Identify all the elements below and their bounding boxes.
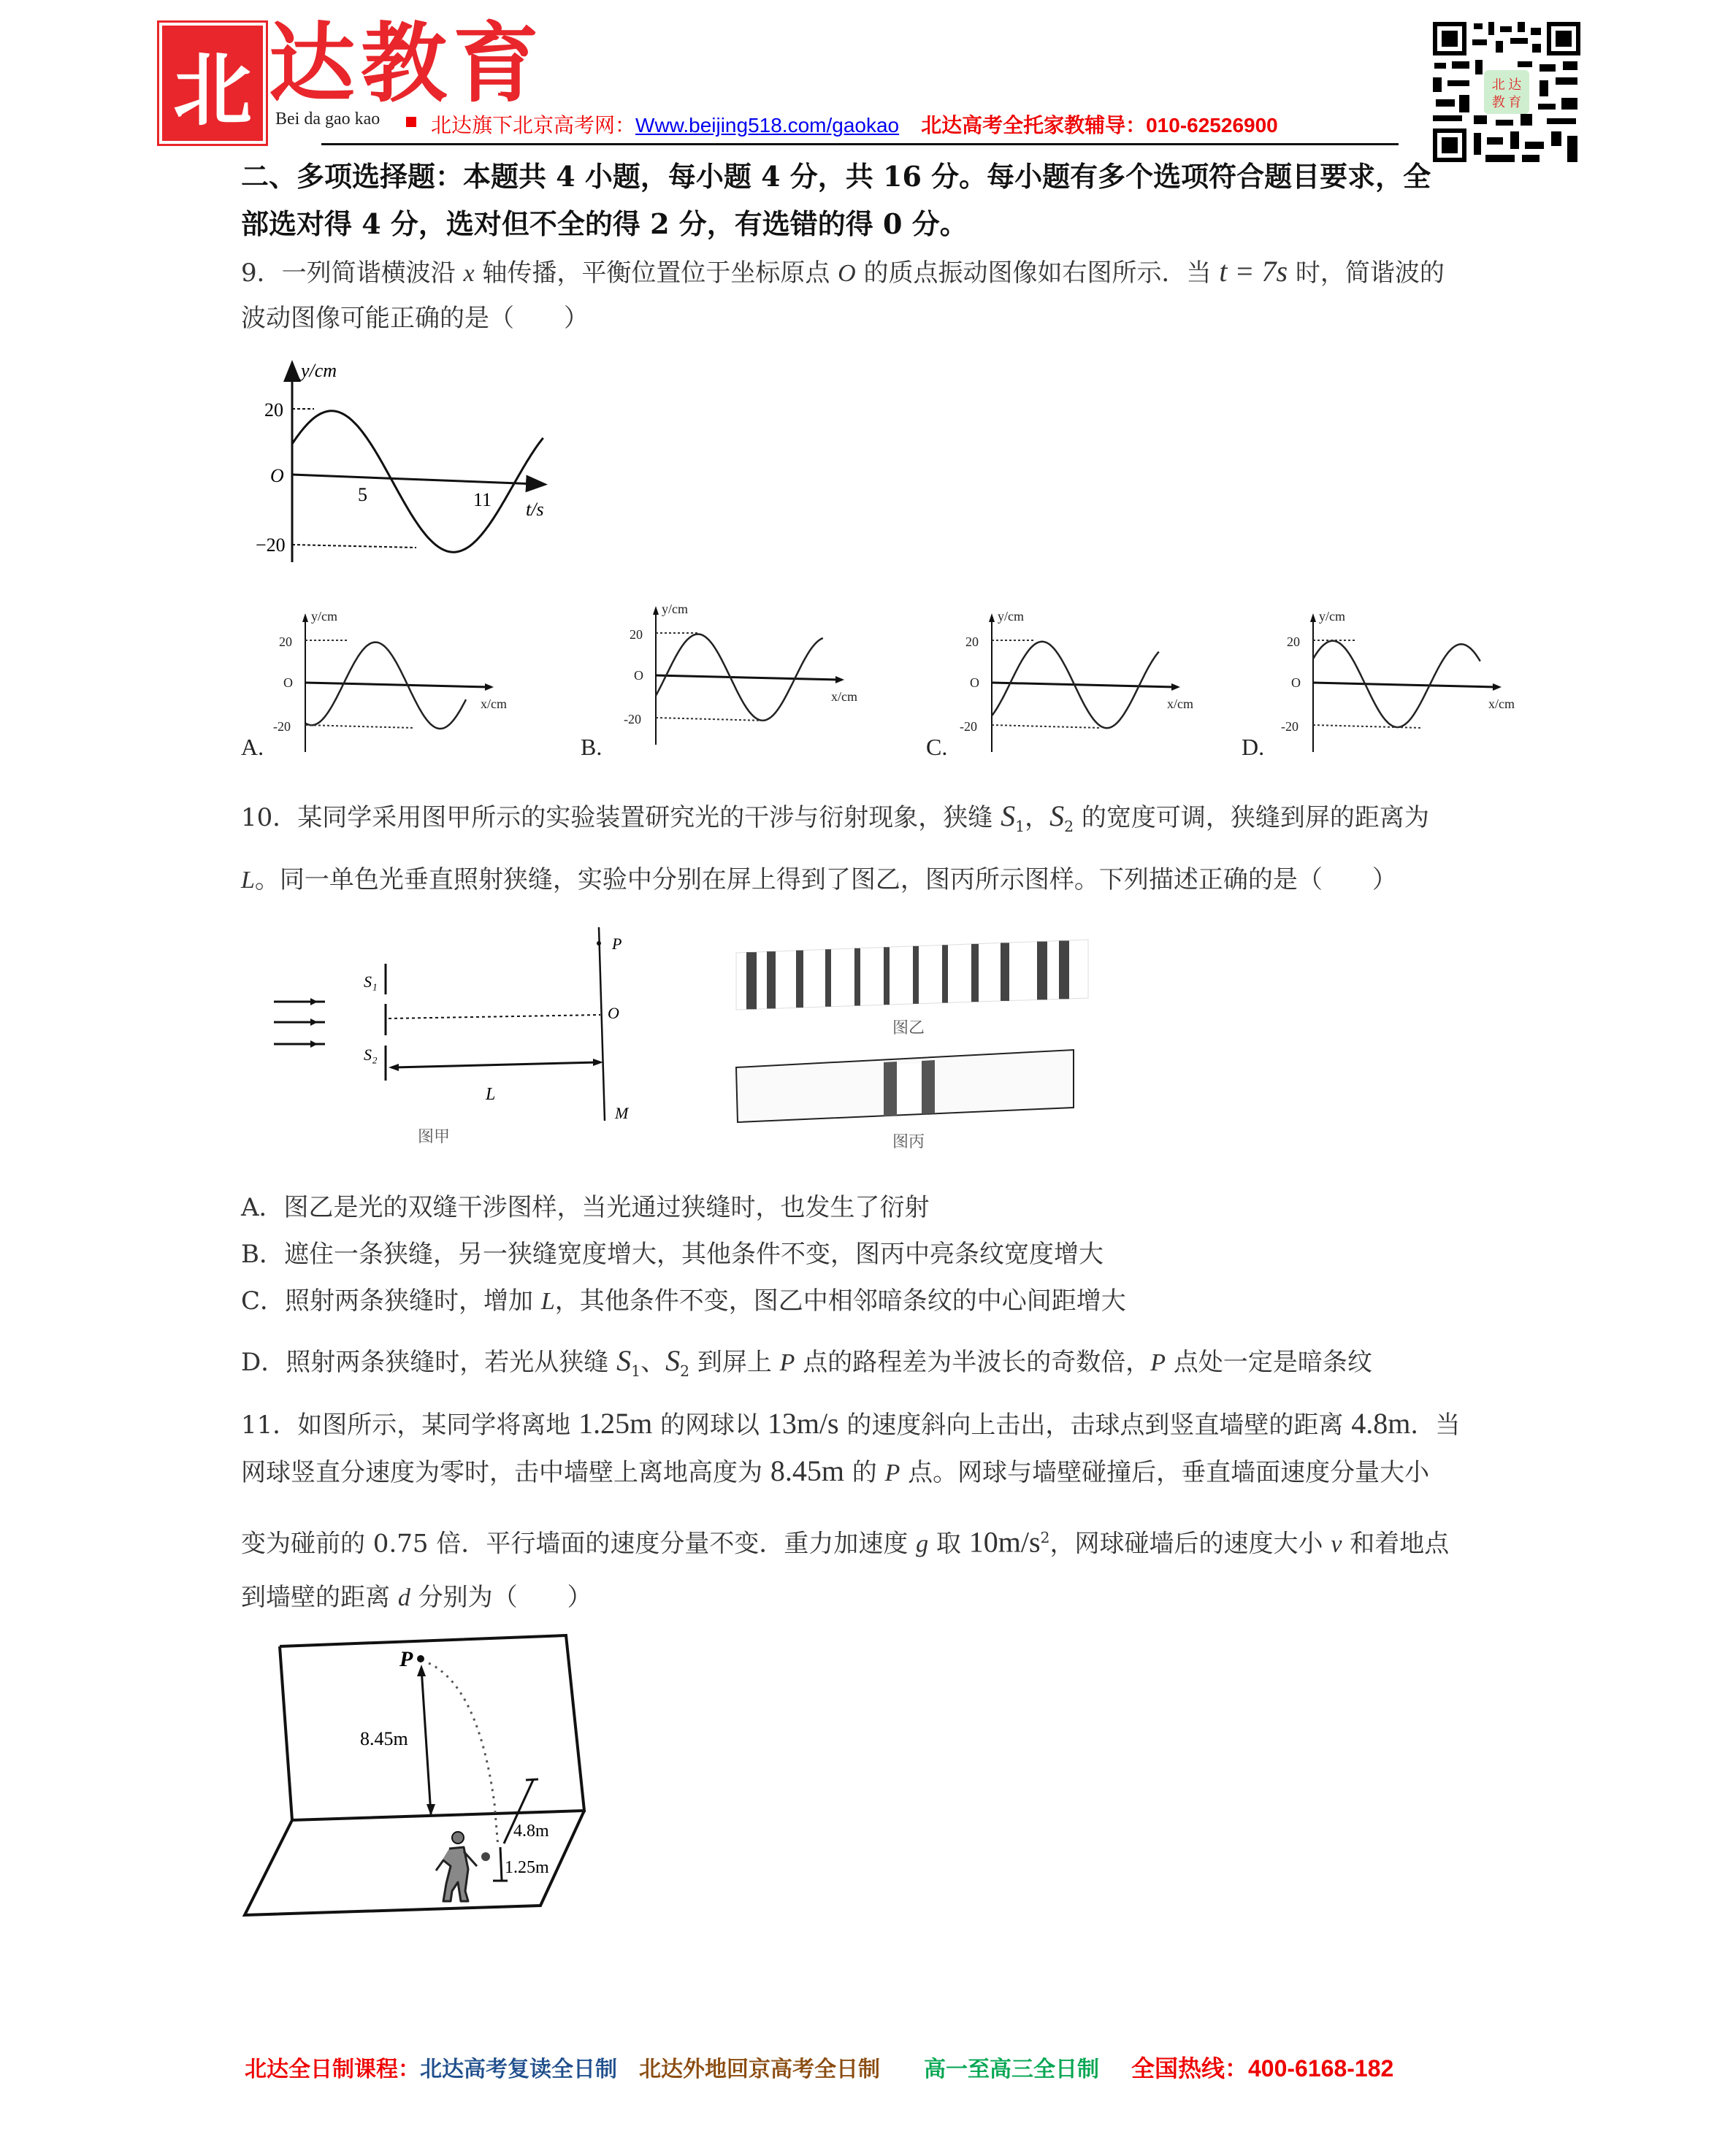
header-divider (321, 143, 1399, 145)
figure-jia-caption: 图甲 (418, 1127, 451, 1146)
ball-trajectory (429, 1663, 498, 1847)
section-heading-line2: 部选对得 4 分，选对但不全的得 2 分，有选错的得 0 分。 (241, 207, 968, 240)
q9-option-c-graph (957, 606, 1193, 759)
dark-fringe (971, 944, 979, 1002)
svg-text:M: M (615, 1104, 629, 1122)
x-axis (305, 683, 488, 687)
q11-figure (237, 1635, 617, 1927)
dark-fringe (825, 949, 831, 1007)
figure-yi-caption: 图乙 (892, 1018, 925, 1037)
dark-fringe (767, 951, 776, 1008)
height-arrow-125 (500, 1847, 502, 1880)
q11-stem-line1: 11．如图所示，某同学将离地 1.25m 的网球以 13m/s 的速度斜向上击出，击球点到竖直墙壁的距离 4.8m．当 (241, 1407, 1461, 1440)
origin-label: O (970, 675, 979, 690)
svg-text:P: P (399, 1647, 413, 1671)
logo-seal-char: 北 (172, 44, 252, 137)
origin-label: O (283, 675, 293, 690)
y-tick-neg20: -20 (273, 719, 291, 734)
point-P (417, 1655, 424, 1662)
q9-stem-line1: 9．一列简谐横波沿 x 轴传播，平衡位置位于坐标原点 O 的质点振动图像如右图所示．当 t = 7s 时，简谐波的 (241, 255, 1445, 288)
label-125m: 1.25m (505, 1858, 549, 1877)
dark-fringe (796, 951, 803, 1008)
x-axis-label: x/cm (1488, 697, 1515, 711)
player-icon (436, 1832, 490, 1901)
logo-seal (162, 26, 263, 141)
bullet-square-icon (406, 117, 416, 127)
x-axis-label: t/s (526, 499, 544, 520)
q11-stem-line4: 到墙壁的距离 d 分别为（ ） (241, 1583, 592, 1612)
y-tick-20: 20 (279, 634, 292, 649)
site-label: 北达旗下北京高考网： (431, 114, 636, 137)
svg-text:教 育: 教 育 (1491, 95, 1522, 110)
vibration-curve (292, 411, 543, 552)
q11-stem-line3: 变为碰前的 0.75 倍．平行墙面的速度分量不变．重力加速度 g 取 $10m/s^2$，网球碰墙后的速度大小 v 和着地点 (241, 1525, 1450, 1559)
qr-code-icon (1430, 19, 1583, 165)
q9-option-b-graph (621, 599, 869, 752)
footer (245, 2050, 1393, 2084)
x-tick-11: 11 (473, 489, 492, 510)
diffraction-dark-band-left (884, 1062, 897, 1116)
y-tick-neg20: -20 (960, 719, 977, 734)
distance-L-arrow (394, 1062, 597, 1067)
footer-course-3[interactable]: 高一至高三全日制 (924, 2057, 1099, 2082)
x-axis-label: x/cm (481, 697, 507, 711)
q10-option-b[interactable]: B．遮住一条狭缝，另一狭缝宽度增大，其他条件不变，图丙中亮条纹宽度增大 (241, 1240, 1104, 1269)
svg-text:L: L (486, 1085, 496, 1104)
y-tick-20: 20 (630, 627, 643, 642)
q9-option-d-label[interactable]: D. (1242, 734, 1265, 760)
footer-hotline: 全国热线：400-6168-182 (1131, 2055, 1394, 2082)
x-axis (992, 683, 1174, 687)
figure-jia (263, 927, 643, 1161)
origin-label: O (634, 668, 643, 683)
footer-course-1[interactable]: 北达高考复读全日制 (420, 2057, 617, 2082)
origin-label: O (270, 465, 284, 486)
logo-subtitle: Bei da gao kao (275, 110, 380, 128)
dark-fringe (913, 946, 919, 1004)
y-axis-label: y/cm (1319, 609, 1345, 624)
x-tick-5: 5 (358, 484, 367, 505)
q10-option-d[interactable]: D．照射两条狭缝时，若光从狭缝 $S_1$、$S_2$ 到屏上 P 点的路程差为半波长的奇数倍，P 点处一定是暗条纹 (241, 1344, 1372, 1380)
q10-stem-line1: 10．某同学采用图甲所示的实验装置研究光的干涉与衍射现象，狭缝 $S_1$，$S_2$ 的宽度可调，狭缝到屏的距离为 (241, 799, 1429, 835)
q9-option-b-label[interactable]: B. (581, 734, 603, 760)
origin-label: O (1291, 675, 1301, 690)
y-tick-neg20: −20 (256, 534, 286, 556)
svg-text:S₂: S₂ (364, 1046, 378, 1064)
x-axis-label: x/cm (831, 689, 857, 704)
svg-text:O: O (608, 1004, 619, 1022)
svg-text:P: P (612, 935, 622, 953)
logo-text: 达教育 (269, 12, 546, 114)
q11-stem-line2: 网球竖直分速度为零时，击中墙壁上离地高度为 8.45m 的 P 点。网球与墙壁碰撞后，垂直墙面速度分量大小 (241, 1454, 1430, 1487)
wave-curve (992, 642, 1159, 728)
wall (280, 1635, 584, 1820)
q10-option-a[interactable]: A．图乙是光的双缝干涉图样，当光通过狭缝时，也发生了衍射 (241, 1193, 930, 1222)
q9-option-a-label[interactable]: A. (241, 734, 264, 760)
y-axis-label: y/cm (301, 360, 337, 381)
dark-fringe (884, 947, 890, 1005)
x-axis (656, 675, 838, 680)
label-845m: 8.45m (360, 1728, 408, 1749)
dark-fringe (1059, 940, 1069, 999)
figure-bing-caption: 图丙 (892, 1132, 925, 1151)
q10-stem-line2: L。同一单色光垂直照射狭缝，实验中分别在屏上得到了图乙，图丙所示图样。下列描述正确的是（ ） (241, 865, 1397, 894)
y-tick-20: 20 (1287, 634, 1300, 649)
qr-center-label: 北 达 (1491, 77, 1522, 92)
site-link[interactable]: Www.beijing518.com/gaokao (635, 114, 900, 137)
y-tick-20: 20 (264, 399, 283, 421)
dark-fringe (1037, 942, 1047, 1000)
q9-option-a-graph (270, 606, 519, 759)
height-arrow-845 (421, 1668, 431, 1814)
y-axis-label: y/cm (662, 602, 688, 616)
dark-fringe (746, 952, 757, 1009)
footer-label: 北达全日制课程： (245, 2057, 420, 2082)
dark-fringe (942, 945, 948, 1002)
q9-vibration-graph (241, 350, 570, 577)
svg-text:S₁: S₁ (364, 972, 378, 991)
label-48m: 4.8m (513, 1822, 549, 1841)
footer-course-2[interactable]: 北达外地回京高考全日制 (639, 2057, 880, 2082)
dark-fringe (1001, 943, 1009, 1001)
figure-yi (730, 931, 1110, 1157)
y-tick-neg20: -20 (624, 712, 641, 726)
y-axis-label: y/cm (998, 609, 1024, 624)
screen-line (599, 927, 605, 1121)
diffraction-dark-band-right (922, 1060, 935, 1114)
dark-fringe (854, 948, 860, 1006)
header-info (431, 110, 1278, 139)
q9-option-d-graph (1278, 606, 1515, 759)
section-heading-line1: 二、多项选择题：本题共 4 小题，每小题 4 分，共 16 分。每小题有多个选项符合题目要求，全 (241, 160, 1431, 193)
x-axis (1313, 683, 1496, 687)
tutor-label: 北达高考全托家教辅导：010-62526900 (921, 114, 1278, 137)
y-axis-label: y/cm (311, 609, 337, 624)
center-dashed-line (389, 1015, 600, 1018)
y-tick-neg20: -20 (1281, 719, 1298, 734)
x-axis (292, 475, 537, 484)
q10-option-c[interactable]: C．照射两条狭缝时，增加 L，其他条件不变，图乙中相邻暗条纹的中心间距增大 (241, 1286, 1126, 1316)
q9-stem-line2: 波动图像可能正确的是（ ） (241, 304, 589, 333)
x-axis-label: x/cm (1167, 697, 1193, 711)
q9-option-c-label[interactable]: C. (926, 734, 948, 760)
y-tick-20: 20 (965, 634, 979, 649)
